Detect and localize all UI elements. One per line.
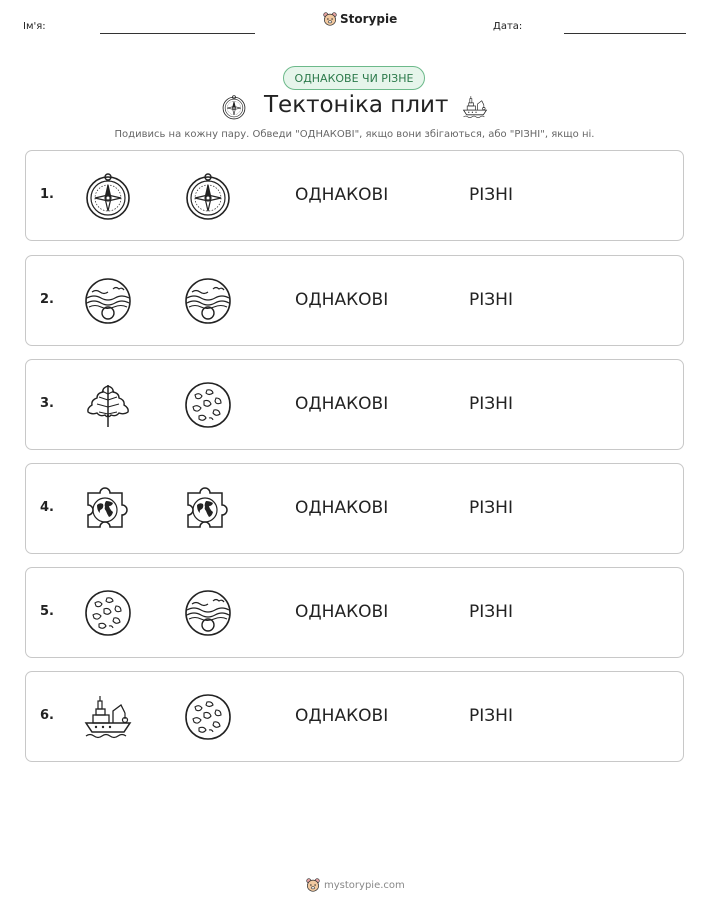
rock-icon <box>183 692 233 742</box>
row-number: 1. <box>40 187 54 202</box>
row-number: 2. <box>40 292 54 307</box>
answer-different[interactable]: РІЗНІ <box>469 290 513 310</box>
date-label: Дата: <box>493 21 523 32</box>
instructions: Подивись на кожну пару. Обведи "ОДНАКОВІ", якщо вони збігаються, або "РІЗНІ", якщо ні. <box>114 129 595 140</box>
answer-different[interactable]: РІЗНІ <box>469 185 513 205</box>
row-number: 4. <box>40 500 54 515</box>
brand-name: Storypie <box>340 12 398 26</box>
question-row <box>25 567 684 658</box>
page-title: Тектоніка плит <box>264 92 449 118</box>
answer-different[interactable]: РІЗНІ <box>469 602 513 622</box>
question-row <box>25 255 684 346</box>
earth-layers-icon <box>183 276 233 326</box>
answer-same[interactable]: ОДНАКОВІ <box>295 185 389 205</box>
title-row <box>0 92 709 124</box>
puzzle-globe-icon <box>83 484 133 534</box>
row-number: 6. <box>40 708 54 723</box>
question-row <box>25 359 684 450</box>
footer <box>0 878 709 898</box>
compass-icon <box>183 171 233 221</box>
bear-logo-icon <box>323 12 337 26</box>
answer-same[interactable]: ОДНАКОВІ <box>295 394 389 414</box>
answer-same[interactable]: ОДНАКОВІ <box>295 290 389 310</box>
answer-same[interactable]: ОДНАКОВІ <box>295 498 389 518</box>
row-number: 3. <box>40 396 54 411</box>
fossil-leaf-icon <box>83 380 133 430</box>
answer-different[interactable]: РІЗНІ <box>469 394 513 414</box>
name-line[interactable] <box>100 33 255 34</box>
question-row <box>25 463 684 554</box>
name-label: Ім'я: <box>23 21 46 32</box>
answer-same[interactable]: ОДНАКОВІ <box>295 602 389 622</box>
answer-different[interactable]: РІЗНІ <box>469 498 513 518</box>
drill-ship-icon <box>83 692 133 742</box>
earth-layers-icon <box>83 276 133 326</box>
compass-icon <box>83 171 133 221</box>
bear-logo-icon <box>306 878 320 892</box>
answer-different[interactable]: РІЗНІ <box>469 706 513 726</box>
worksheet-type-badge: ОДНАКОВЕ ЧИ РІЗНЕ <box>283 66 425 90</box>
rock-icon <box>183 380 233 430</box>
row-number: 5. <box>40 604 54 619</box>
question-row <box>25 671 684 762</box>
earth-layers-icon <box>183 588 233 638</box>
answer-same[interactable]: ОДНАКОВІ <box>295 706 389 726</box>
question-row <box>25 150 684 241</box>
compass-icon <box>221 94 247 120</box>
rock-icon <box>83 588 133 638</box>
worksheet-header <box>0 0 709 40</box>
footer-url[interactable]: mystorypie.com <box>324 879 405 891</box>
date-line[interactable] <box>564 33 686 34</box>
ship-icon <box>462 94 488 120</box>
brand-logo <box>323 12 397 26</box>
puzzle-globe-icon <box>183 484 233 534</box>
